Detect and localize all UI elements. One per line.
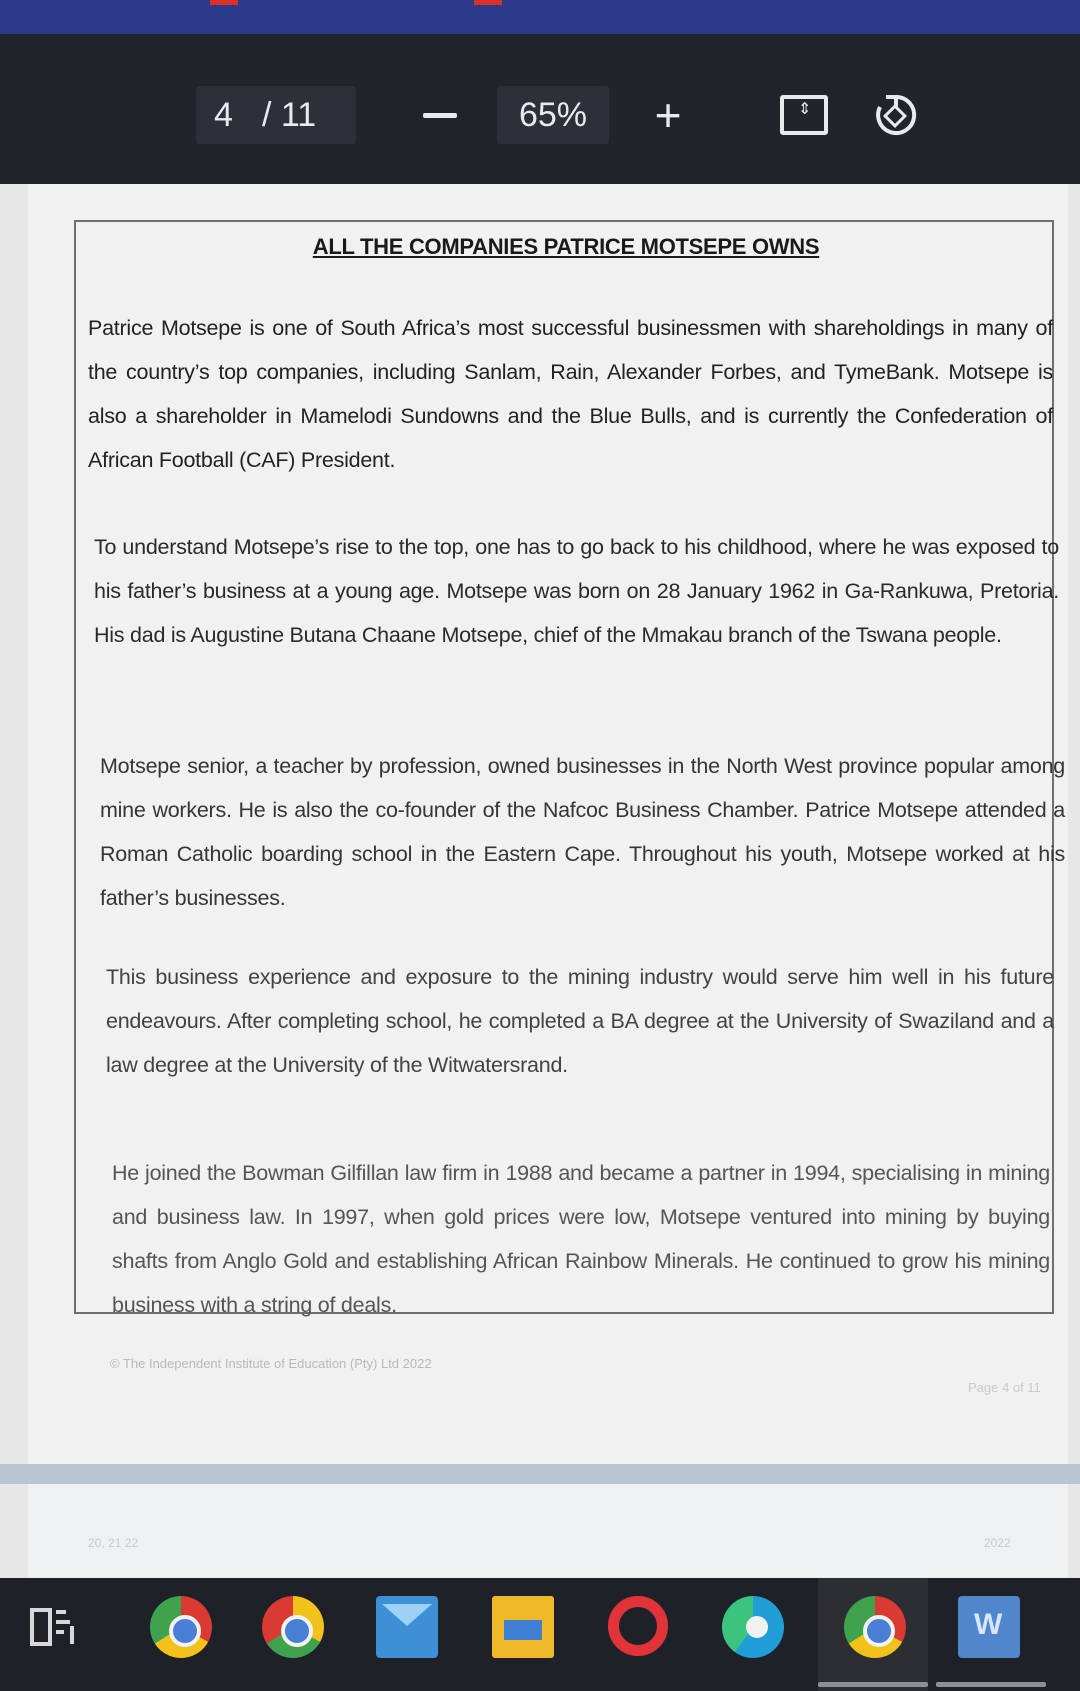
total-pages: / 11 [262,95,317,134]
next-page-header-left: 20, 21 22 [88,1536,139,1550]
rotate-button[interactable] [864,84,928,146]
chrome-icon[interactable] [262,1596,324,1658]
edge-icon[interactable] [722,1596,784,1658]
document-viewer[interactable] [0,184,1080,1578]
word-icon[interactable] [958,1596,1020,1658]
fit-page-button[interactable] [774,84,834,146]
browser-top-strip [0,0,1080,34]
next-page-header-right: 2022 [984,1536,1011,1550]
file-explorer-icon[interactable] [492,1596,554,1658]
tab-indicator [210,0,238,5]
fit-page-icon: ⇕ [780,95,828,135]
pdf-toolbar [0,34,1080,184]
running-indicator [936,1682,1046,1687]
footer-copyright: © The Independent Institute of Education (Pty) Ltd 2022 [110,1356,432,1371]
page-separator [0,1464,1080,1484]
running-indicator [818,1682,928,1687]
mail-icon[interactable] [376,1596,438,1658]
zoom-out-button[interactable] [410,84,470,146]
current-page[interactable]: 4 [214,95,233,134]
document-title: ALL THE COMPANIES PATRICE MOTSEPE OWNS [312,234,820,259]
paragraph: To understand Motsepe’s rise to the top, one has to go back to his childhood, where he was exposed to his father’s business at a young age. Motsepe was born on 28 January 1962 in Ga-Rankuwa, Pretoria. His dad is Augustine Butana Chaane Motsepe, chief of the Mmakau branch of the Tswana people. [94,535,1059,647]
zoom-level-field[interactable]: 65% [497,86,609,144]
paragraph: Motsepe senior, a teacher by profession, owned businesses in the North West province popular among mine workers. He is also the co-founder of the Nafcoc Business Chamber. Patrice Motsepe attended a Roman Catholic boarding school in the Eastern Cape. Throughout his youth, Motsepe worked at his father’s businesses. [100,754,1065,910]
footer-page-number: Page 4 of 11 [968,1380,1041,1395]
paragraph: This business experience and exposure to the mining industry would serve him well in his future endeavours. After completing school, he completed a BA degree at the University of Swaziland and a law degree at the University of the Witwatersrand. [106,965,1054,1077]
rotate-icon [870,89,922,141]
chrome-icon[interactable] [150,1596,212,1658]
task-view-icon[interactable] [30,1596,80,1658]
chrome-icon[interactable] [844,1596,906,1658]
content-frame [74,220,1065,1317]
paragraph: He joined the Bowman Gilfillan law firm in 1988 and became a partner in 1994, specialising in mining and business law. In 1997, when gold prices were low, Motsepe ventured into mining by buying shafts from Anglo Gold and establishing African Rainbow Minerals. He continued to grow his mining business with a string of deals. [112,1161,1050,1317]
pdf-page [28,184,1068,1464]
opera-icon[interactable] [608,1596,668,1656]
zoom-in-button[interactable]: + [654,89,682,141]
next-pdf-page [28,1484,1068,1578]
paragraph: Patrice Motsepe is one of South Africa’s most successful businessmen with shareholdings in many of the country’s top companies, including Sanlam, Rain, Alexander Forbes, and TymeBank. Motsepe is also a shareholder in Mamelodi Sundowns and the Blue Bulls, and is currently the Confederation of African Football (CAF) President. [88,316,1053,472]
minus-icon [423,113,457,118]
taskbar [0,1578,1080,1691]
page-number-input[interactable] [196,86,356,144]
tab-indicator [474,0,502,5]
